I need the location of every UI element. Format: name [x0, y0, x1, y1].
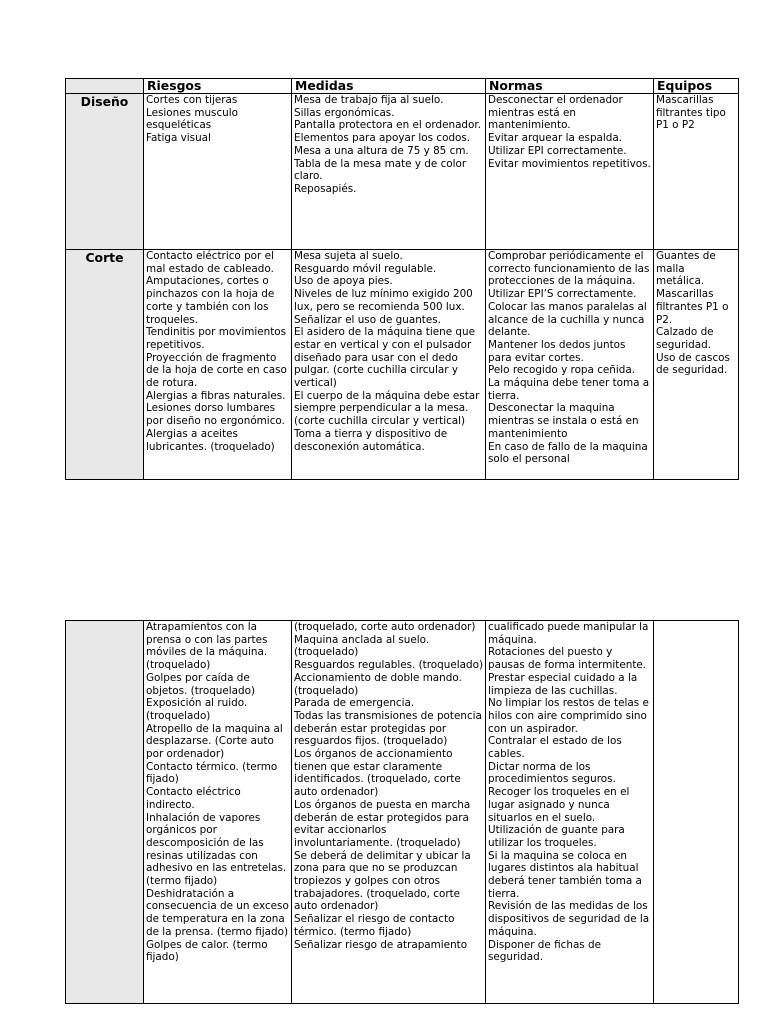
list-item: Atropello de la maquina al desplazarse. (Corte auto por ordenador) [146, 722, 283, 761]
list-item: Niveles de luz mínimo exigido 200 lux, pero se recomienda 500 lux. [294, 288, 473, 313]
list-item: Exposición al ruido. (troquelado) [146, 697, 248, 722]
list-item: (troquelado, corte auto ordenador) [294, 621, 476, 633]
list-item: Atrapamientos con la prensa o con las partes móviles de la máquina. (troquelado) [146, 621, 268, 672]
list-item: Dictar norma de los procedimientos seguros. [488, 760, 616, 786]
list-item: Lesiones musculo esqueléticas [146, 106, 239, 132]
list-item: En caso de fallo de la maquina solo el personal [488, 440, 648, 466]
list-item: Inhalación de vapores orgánicos por descomposición de las resinas utilizadas con adhesivo en las entretelas. (termo fijado) [146, 811, 287, 888]
list-item: Sillas ergonómicas. [294, 106, 395, 119]
list-item: Golpes de calor. (termo fijado) [146, 938, 268, 964]
list-item: Contacto eléctrico por el mal estado de cableado. [146, 250, 274, 275]
list-item: Utilizar EPI correctamente. [488, 144, 627, 157]
list-item: Mesa a una altura de 75 y 85 cm. [294, 144, 469, 157]
cell-equipos [654, 94, 739, 250]
cell-riesgos [144, 621, 292, 1004]
row-label-empty [66, 621, 144, 1004]
table-row-diseno [66, 94, 739, 250]
header-empty [66, 79, 144, 94]
list-item: Cortes con tijeras [146, 94, 238, 106]
cell-riesgos [144, 94, 292, 250]
list-item: Los órganos de puesta en marcha deberán de estar protegidos para evitar accionarlos involuntariamente. (troquelado) [294, 798, 471, 849]
list-item: cualificado puede manipular la máquina. [488, 621, 649, 646]
list-item: Colocar las manos paralelas al alcance de la cuchilla y nunca delante. [488, 300, 647, 339]
list-item: Golpes por caída de objetos. (troquelado) [146, 671, 256, 697]
list-item: Uso de apoya pies. [294, 275, 393, 288]
list-item: Evitar arquear la espalda. [488, 132, 623, 145]
header-normas: Normas [486, 79, 654, 94]
list-item: Utilizar EPI’S correctamente. [488, 288, 637, 301]
cell-medidas [292, 94, 486, 250]
list-item: Señalizar el uso de guantes. [294, 313, 441, 326]
list-item: Reposapiés. [294, 182, 357, 195]
list-item: Prestar especial cuidado a la limpieza de las cuchillas. [488, 671, 638, 697]
list-item: Uso de cascos de seguridad. [656, 351, 730, 377]
list-item: Recoger los troqueles en el lugar asignado y nunca situarlos en el suelo. [488, 786, 630, 824]
list-item: Accionamiento de doble mando. (troquelado) [294, 671, 462, 697]
list-item: Desconectar la maquina mientras se instala o está en mantenimiento [488, 402, 639, 440]
list-item: Mascarillas filtrantes P1 o P2. [656, 288, 729, 326]
list-item: El cuerpo de la máquina debe estar siempre perpendicular a la mesa. (corte cuchilla circular y vertical) [294, 389, 480, 428]
list-item: Lesiones dorso lumbares por diseño no ergonómico. [146, 402, 285, 428]
list-item: No limpiar los restos de telas e hilos con aire comprimido sino con un aspirador. [488, 697, 649, 735]
list-item: Rotaciones del puesto y pausas de forma intermitente. [488, 646, 647, 672]
list-item: Mesa sujeta al suelo. [294, 250, 403, 262]
list-item: Maquina anclada al suelo. (troquelado) [294, 633, 430, 659]
list-item: Amputaciones, cortes o pinchazos con la hoja de corte y también con los troqueles. [146, 275, 275, 326]
risk-table-continued [65, 620, 739, 1004]
list-item: La máquina debe tener toma a tierra. [488, 377, 650, 402]
list-item: Los órganos de accionamiento tienen que estar claramente identificados. (troquelado, corte auto ordenador) [294, 748, 461, 799]
list-item: Señalizar riesgo de atrapamiento [294, 938, 468, 951]
cell-normas [486, 94, 654, 250]
list-item: Contralar el estado de los cables. [488, 735, 622, 761]
header-riesgos: Riesgos [144, 79, 292, 94]
list-item: Alergias a aceites lubricantes. (troquelado) [146, 427, 275, 453]
list-item: Utilización de guante para utilizar los troqueles. [488, 824, 625, 849]
list-item: Contacto eléctrico indirecto. [146, 786, 241, 811]
table-header-row [66, 79, 739, 94]
list-item: Mantener los dedos juntos para evitar cortes. [488, 338, 626, 364]
list-item: Resguardos regulables. (troquelado) [294, 659, 483, 672]
cell-riesgos [144, 250, 292, 480]
cell-equipos [654, 621, 739, 1004]
list-item: Contacto térmico. (termo fijado) [146, 760, 278, 786]
list-item: Revisión de las medidas de los dispositivos de seguridad de la máquina. [488, 900, 650, 938]
list-item: Proyección de fragmento de la hoja de corte en caso de rotura. [146, 351, 287, 390]
table-row-continued [66, 621, 739, 1004]
list-item: Pantalla protectora en el ordenador. [294, 119, 482, 132]
list-item: Tabla de la mesa mate y de color claro. [294, 157, 467, 183]
list-item: Señalizar el riesgo de contacto térmico. (termo fijado) [294, 913, 455, 938]
cell-normas [486, 621, 654, 1004]
cell-medidas [292, 250, 486, 480]
list-item: Elementos para apoyar los codos. [294, 132, 471, 145]
list-item: Todas las transmisiones de potencia deberán estar protegidas por resguardos fijos. (troquelado) [294, 709, 482, 748]
row-label-corte: Corte [66, 250, 144, 480]
list-item: Fatiga visual [146, 132, 211, 145]
cell-normas [486, 250, 654, 480]
list-item: Calzado de seguridad. [656, 326, 714, 351]
list-item: Mesa de trabajo fija al suelo. [294, 94, 444, 106]
row-label-diseno: Diseño [66, 94, 144, 250]
list-item: Parada de emergencia. [294, 697, 415, 710]
header-medidas: Medidas [292, 79, 486, 94]
list-item: Disponer de fichas de seguridad. [488, 938, 602, 964]
table-row-corte [66, 250, 739, 480]
list-item: Alergias a fibras naturales. [146, 389, 286, 402]
list-item: Pelo recogido y ropa ceñida. [488, 364, 636, 377]
list-item: Toma a tierra y dispositivo de desconexión automática. [294, 427, 448, 453]
header-equipos: Equipos [654, 79, 739, 94]
cell-medidas [292, 621, 486, 1004]
cell-equipos [654, 250, 739, 480]
list-item: Guantes de malla metálica. [656, 250, 716, 288]
list-item: Evitar movimientos repetitivos. [488, 157, 651, 170]
list-item: Desconectar el ordenador mientras está en mantenimiento. [488, 94, 623, 132]
list-item: Deshidratación a consecuencia de un exceso de temperatura en la zona de la prensa. (termo fijado) [146, 887, 289, 938]
list-item: El asidero de la máquina tiene que estar en vertical y con el pulsador diseñado para usar con el dedo pulgar. (corte cuchilla circular y vertical) [294, 326, 475, 390]
list-item: Comprobar periódicamente el correcto funcionamiento de las protecciones de la máquina. [488, 250, 650, 288]
risk-table-top [65, 78, 739, 480]
list-item: Tendinitis por movimientos repetitivos. [146, 326, 287, 351]
list-item: Se deberá de delimitar y ubicar la zona para que no se produzcan tropiezos y golpes con otros trabajadores. (troquelado, corte auto ordenador) [294, 849, 471, 913]
list-item: Mascarillas filtrantes tipo P1 o P2 [656, 94, 726, 132]
list-item: Resguardo móvil regulable. [294, 262, 437, 275]
list-item: Si la maquina se coloca en lugares distintos ala habitual deberá tener también toma a tierra. [488, 849, 642, 900]
